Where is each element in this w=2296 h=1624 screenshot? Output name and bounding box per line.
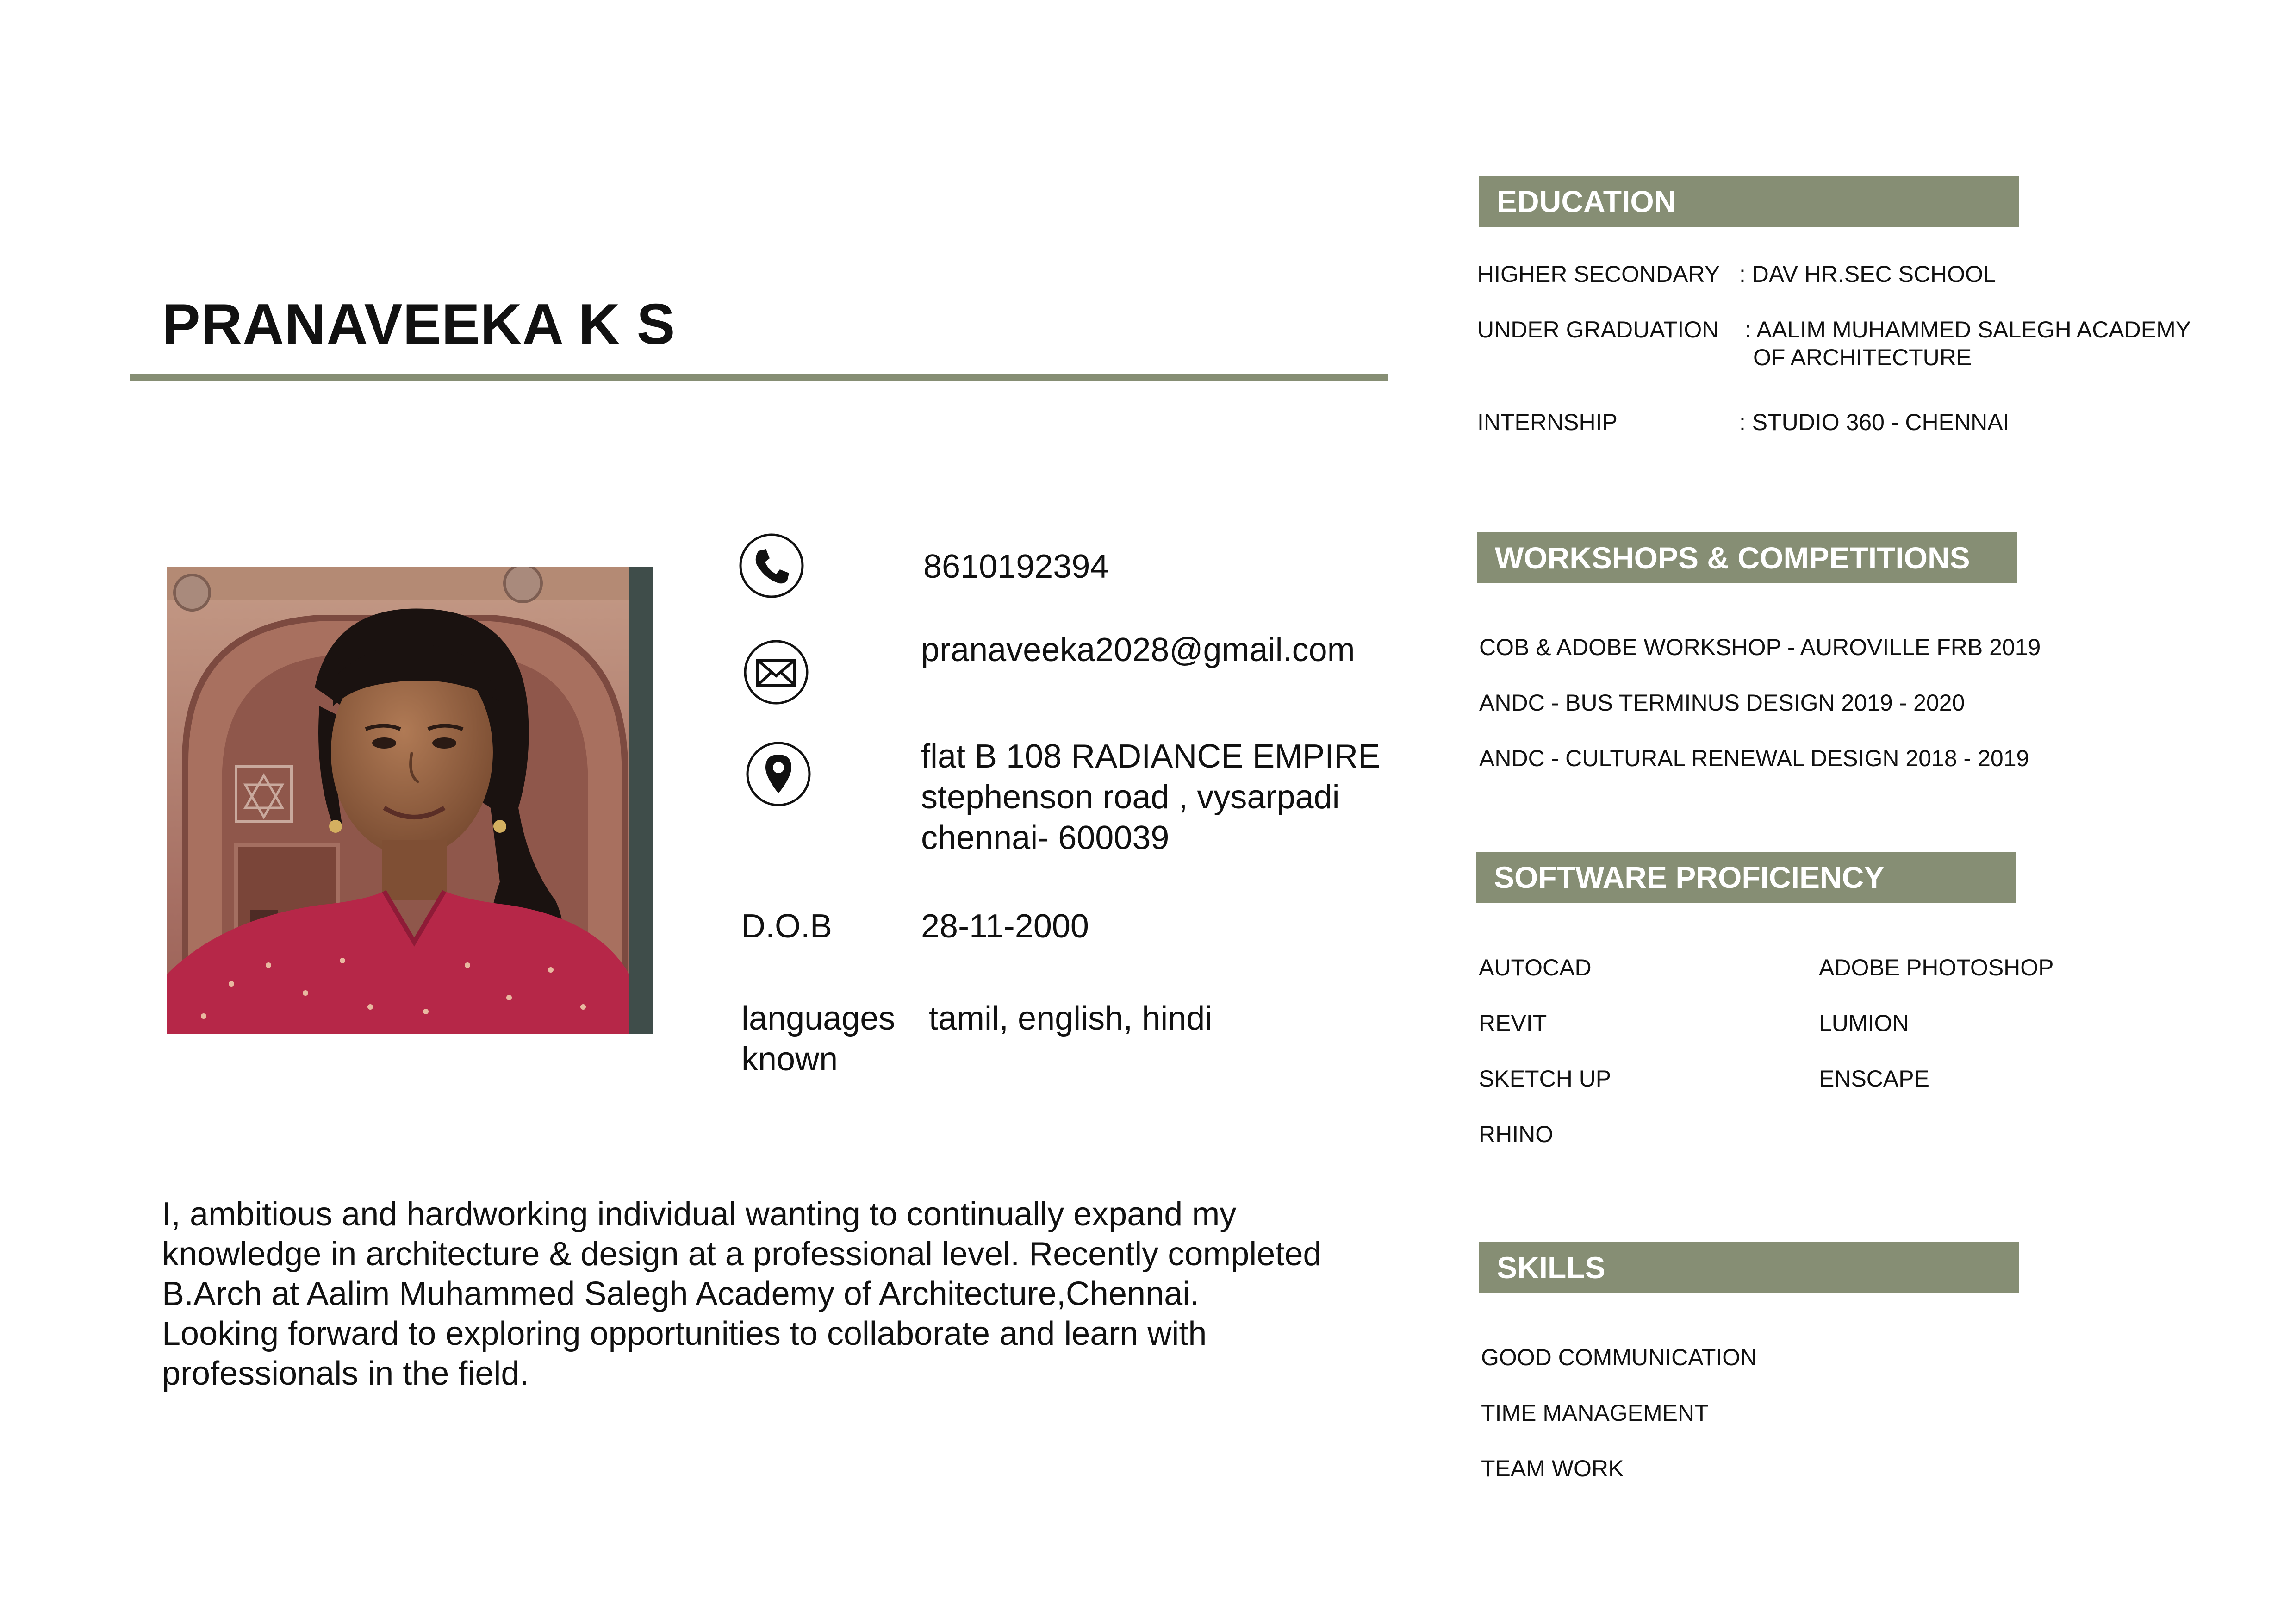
candidate-name: PRANAVEEKA K S — [162, 293, 676, 356]
skill-item: GOOD COMMUNICATION — [1481, 1344, 1757, 1370]
education-label: UNDER GRADUATION — [1477, 317, 1719, 343]
location-icon — [745, 741, 812, 810]
profile-photo — [167, 567, 653, 1034]
workshop-item: COB & ADOBE WORKSHOP - AUROVILLE FRB 2019 — [1479, 634, 2041, 660]
education-value: : STUDIO 360 - CHENNAI — [1739, 409, 2010, 435]
dob-value: 28-11-2000 — [921, 908, 1089, 945]
summary-line: knowledge in architecture & design at a professional level. Recently completed — [162, 1236, 1322, 1273]
address — [921, 736, 1380, 858]
languages-value: tamil, english, hindi — [929, 1000, 1213, 1037]
languages-label-line: known — [741, 1041, 838, 1078]
address-line: stephenson road , vysarpadi — [921, 779, 1340, 816]
skill-item: TIME MANAGEMENT — [1481, 1400, 1709, 1426]
languages-label-line: languages — [741, 1000, 896, 1037]
address-line: chennai- 600039 — [921, 819, 1170, 856]
skill-item: TEAM WORK — [1481, 1455, 1624, 1481]
skills-header: SKILLS — [1479, 1242, 2019, 1293]
name-underline — [130, 374, 1388, 381]
education-label: INTERNSHIP — [1477, 409, 1618, 435]
workshop-item: ANDC - BUS TERMINUS DESIGN 2019 - 2020 — [1479, 690, 1965, 716]
dob-label: D.O.B — [741, 908, 833, 945]
workshop-item: ANDC - CULTURAL RENEWAL DESIGN 2018 - 2019 — [1479, 745, 2029, 771]
phone-icon — [738, 532, 805, 601]
software-item: ADOBE PHOTOSHOP — [1819, 955, 2054, 981]
email-address: pranaveeka2028@gmail.com — [921, 631, 1355, 668]
software-item: REVIT — [1479, 1010, 1547, 1036]
address-line: flat B 108 RADIANCE EMPIRE — [921, 738, 1381, 775]
summary-line: professionals in the field. — [162, 1355, 529, 1392]
languages-label — [741, 998, 895, 1080]
software-item: RHINO — [1479, 1121, 1554, 1147]
software-item: LUMION — [1819, 1010, 1909, 1036]
summary-line: Looking forward to exploring opportunities to collaborate and learn with — [162, 1315, 1207, 1352]
mail-icon — [743, 639, 809, 708]
education-header: EDUCATION — [1479, 176, 2019, 227]
education-value-cont: OF ARCHITECTURE — [1753, 344, 1972, 370]
education-value: : DAV HR.SEC SCHOOL — [1739, 261, 1996, 287]
summary-line: I, ambitious and hardworking individual wanting to continually expand my — [162, 1196, 1237, 1233]
software-header: SOFTWARE PROFICIENCY — [1476, 852, 2016, 903]
profile-summary — [162, 1194, 1388, 1393]
education-label: HIGHER SECONDARY — [1477, 261, 1720, 287]
workshops-header: WORKSHOPS & COMPETITIONS — [1477, 532, 2017, 583]
software-item: ENSCAPE — [1819, 1066, 1929, 1092]
phone-number: 8610192394 — [923, 548, 1109, 585]
summary-line: B.Arch at Aalim Muhammed Salegh Academy of Architecture,Chennai. — [162, 1275, 1200, 1312]
education-value: : AALIM MUHAMMED SALEGH ACADEMY — [1745, 317, 2191, 343]
software-item: AUTOCAD — [1479, 955, 1592, 981]
software-item: SKETCH UP — [1479, 1066, 1612, 1092]
